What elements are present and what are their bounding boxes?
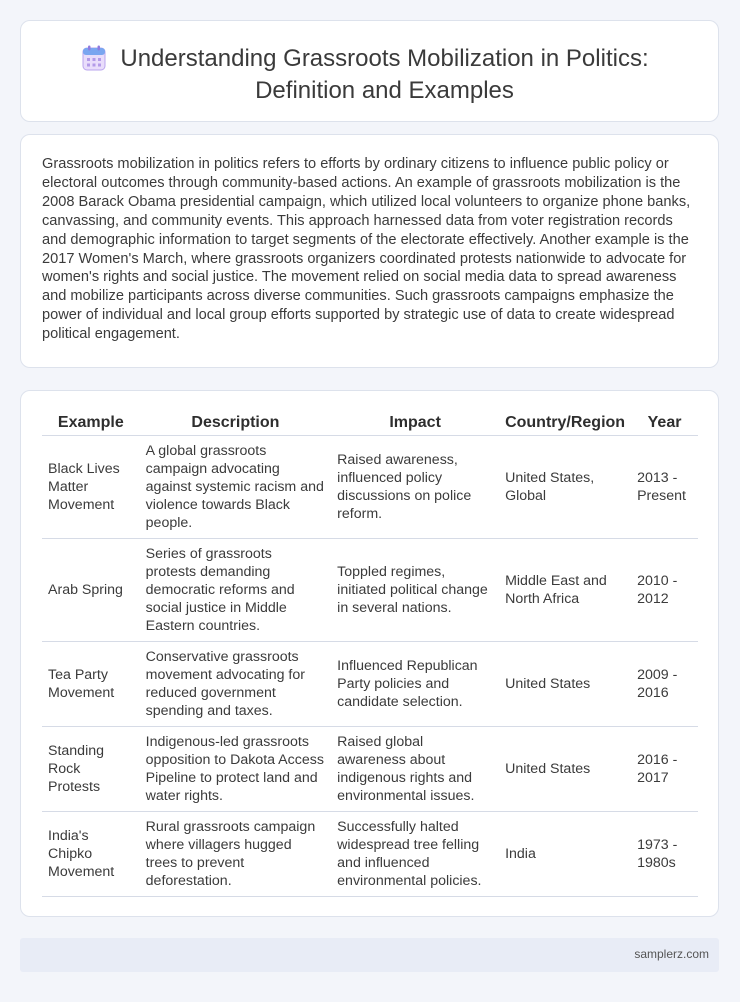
cell-country: Middle East and North Africa xyxy=(499,538,631,641)
table-row xyxy=(42,538,698,641)
header-description: Description xyxy=(140,413,332,435)
table-row xyxy=(42,435,698,538)
table-header-row xyxy=(42,413,698,435)
cell-country: India xyxy=(499,811,631,896)
cell-description: Indigenous-led grassroots opposition to Dakota Access Pipeline to protect land and water rights. xyxy=(140,726,332,811)
cell-year: 2009 - 2016 xyxy=(631,641,698,726)
cell-example: Arab Spring xyxy=(42,538,140,641)
header-country-region: Country/Region xyxy=(499,413,631,435)
cell-impact: Toppled regimes, initiated political change in several nations. xyxy=(331,538,499,641)
examples-table xyxy=(42,413,698,897)
intro-paragraph: Grassroots mobilization in politics refers to efforts by ordinary citizens to influence public policy or electoral outcomes through community-based actions. An example of grassroots mobilization is the 2008 Barack Obama presidential campaign, which utilized local volunteers to organize phone banks, canvassing, and community events. This approach harnessed data from voter registration records and demographic information to target segments of the electorate effectively. Another example is the 2017 Women's March, where grassroots organizers coordinated protests nationwide to advocate for women's rights and social justice. The movement relied on social media data to spread awareness and mobilize participants across diverse communities. Such grassroots campaigns emphasize the power of individual and local group efforts supported by strategic use of data to create widespread political engagement. xyxy=(42,156,691,343)
footer-site-link[interactable]: samplerz.com xyxy=(634,947,709,961)
cell-year: 2016 - 2017 xyxy=(631,726,698,811)
cell-impact: Raised global awareness about indigenous rights and environmental issues. xyxy=(331,726,499,811)
cell-description: Conservative grassroots movement advocating for reduced government spending and taxes. xyxy=(140,641,332,726)
cell-example: Black Lives Matter Movement xyxy=(42,435,140,538)
cell-country: United States, Global xyxy=(499,435,631,538)
header-card xyxy=(20,20,719,122)
footer xyxy=(20,938,719,972)
cell-description: Series of grassroots protests demanding democratic reforms and social justice in Middle Eastern countries. xyxy=(140,538,332,641)
cell-example: Standing Rock Protests xyxy=(42,726,140,811)
cell-year: 2013 - Present xyxy=(631,435,698,538)
cell-country: United States xyxy=(499,726,631,811)
table-row xyxy=(42,726,698,811)
table-card xyxy=(20,390,719,917)
cell-year: 1973 - 1980s xyxy=(631,811,698,896)
cell-year: 2010 - 2012 xyxy=(631,538,698,641)
header-year: Year xyxy=(631,413,698,435)
cell-description: Rural grassroots campaign where villagers hugged trees to prevent deforestation. xyxy=(140,811,332,896)
cell-description: A global grassroots campaign advocating against systemic racism and violence towards Black people. xyxy=(140,435,332,538)
cell-example: Tea Party Movement xyxy=(42,641,140,726)
table-row xyxy=(42,641,698,726)
cell-impact: Influenced Republican Party policies and candidate selection. xyxy=(331,641,499,726)
cell-country: United States xyxy=(499,641,631,726)
header-example: Example xyxy=(42,413,140,435)
table-row xyxy=(42,811,698,896)
intro-card xyxy=(20,134,719,368)
cell-example: India's Chipko Movement xyxy=(42,811,140,896)
header-impact: Impact xyxy=(331,413,499,435)
cell-impact: Successfully halted widespread tree felling and influenced environmental policies. xyxy=(331,811,499,896)
page-title: Understanding Grassroots Mobilization in Politics: Definition and Examples xyxy=(120,45,649,104)
cell-impact: Raised awareness, influenced policy discussions on police reform. xyxy=(331,435,499,538)
